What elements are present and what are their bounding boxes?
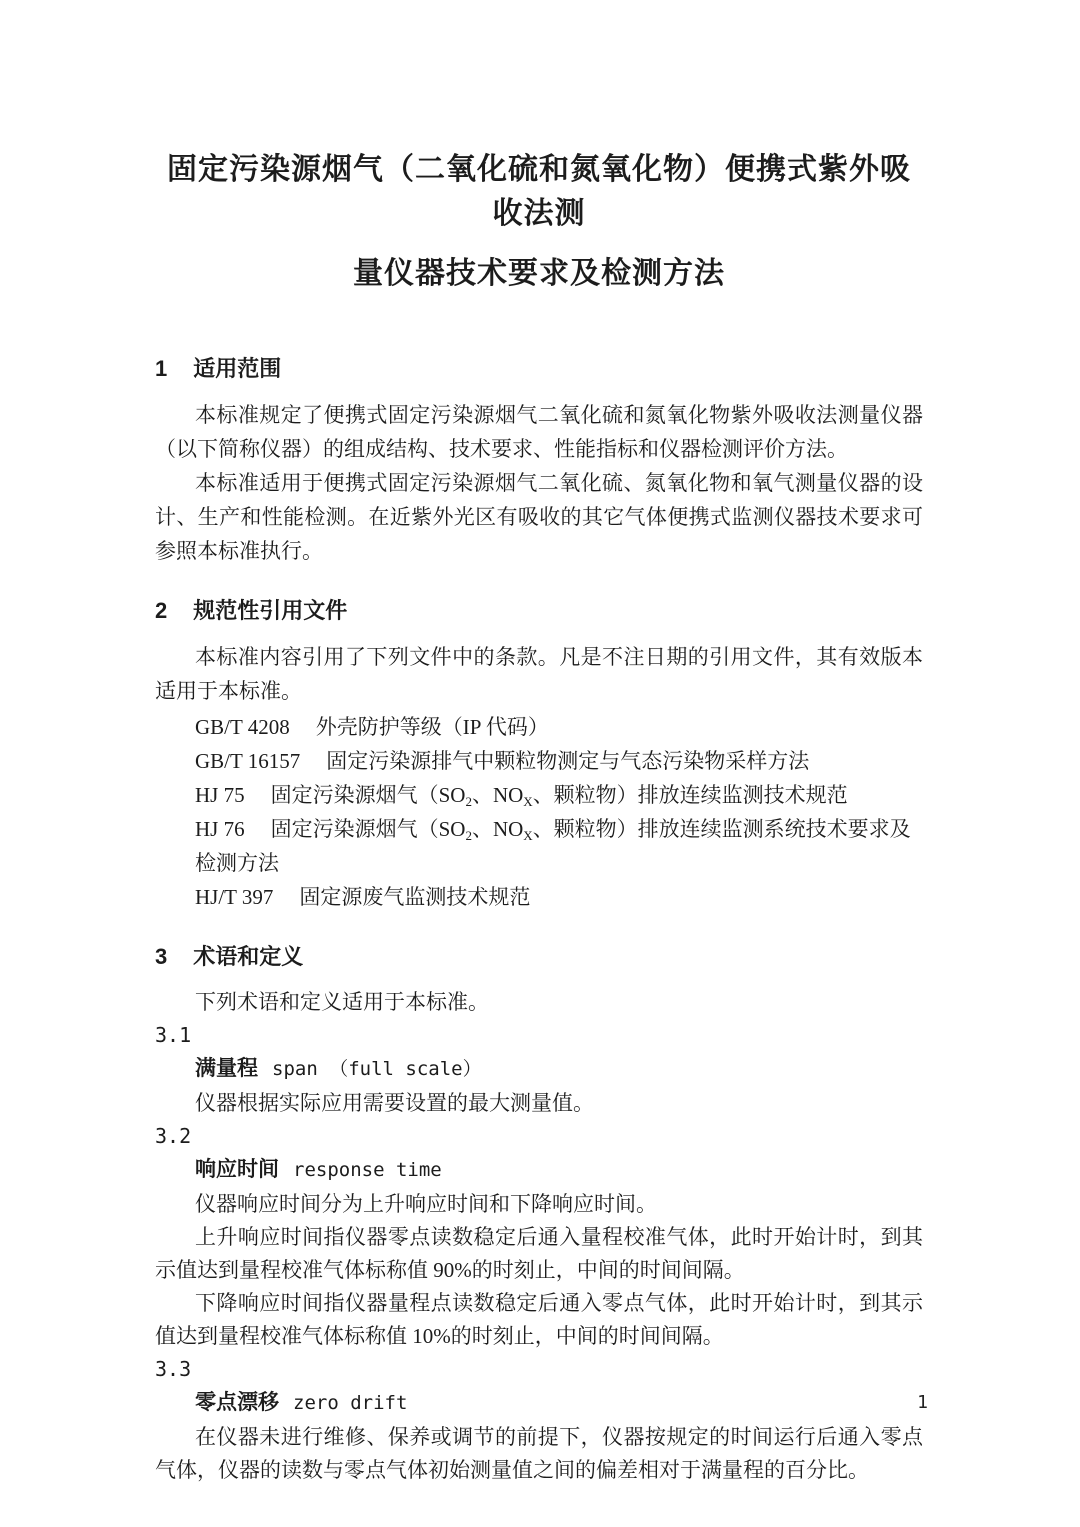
reference-code: HJ 76 bbox=[195, 817, 245, 841]
section-2-number: 2 bbox=[155, 598, 168, 623]
term-3-2-definition-1: 仪器响应时间分为上升响应时间和下降响应时间。 bbox=[195, 1192, 657, 1216]
term-3-3-title bbox=[195, 1386, 923, 1421]
reference-title: 固定污染源排气中颗粒物测定与气态污染物采样方法 bbox=[326, 749, 810, 773]
so2-subscript: 2 bbox=[465, 794, 472, 809]
term-3-2-number: 3.2 bbox=[155, 1124, 192, 1148]
section-3-number: 3 bbox=[155, 944, 168, 969]
nox-subscript: X bbox=[523, 794, 533, 809]
term-3-1-title bbox=[195, 1052, 923, 1087]
reference-list bbox=[155, 710, 923, 914]
document-title bbox=[155, 148, 923, 296]
document-title-line2: 量仪器技术要求及检测方法 bbox=[353, 257, 725, 290]
reference-item bbox=[195, 778, 923, 812]
term-3-2-definition-2: 上升响应时间指仪器零点读数稳定后通入量程校准气体，此时开始计时，到其示值达到量程校准气体标称值 90%的时刻止，中间的时间间隔。 bbox=[155, 1225, 923, 1282]
reference-title bbox=[195, 817, 911, 875]
term-3-1-cn: 满量程 bbox=[195, 1057, 258, 1080]
term-3-1-en: span （full scale） bbox=[272, 1058, 482, 1080]
section-3-title: 术语和定义 bbox=[193, 944, 304, 969]
term-3-1-number: 3.1 bbox=[155, 1023, 192, 1047]
section-2-paragraph-1: 本标准内容引用了下列文件中的条款。凡是不注日期的引用文件，其有效版本适用于本标准。 bbox=[155, 645, 923, 703]
section-1-title: 适用范围 bbox=[193, 356, 282, 381]
reference-title bbox=[271, 783, 848, 807]
section-2-title: 规范性引用文件 bbox=[193, 598, 348, 623]
reference-item bbox=[195, 744, 923, 778]
reference-code: GB/T 4208 bbox=[195, 715, 290, 739]
document-content bbox=[155, 0, 923, 1487]
reference-title-text: 、颗粒物）排放连续监测技术规范 bbox=[532, 783, 848, 807]
section-1-paragraph-2: 本标准适用于便携式固定污染源烟气二氧化硫、氮氧化物和氧气测量仪器的设计、生产和性能检测。在近紫外光区有吸收的其它气体便携式监测仪器技术要求可参照本标准执行。 bbox=[155, 471, 923, 563]
section-1-heading bbox=[155, 352, 923, 386]
reference-code: HJ 75 bbox=[195, 783, 245, 807]
reference-code: HJ/T 397 bbox=[195, 885, 274, 909]
section-3-intro: 下列术语和定义适用于本标准。 bbox=[195, 990, 489, 1014]
reference-title-text: 、NO bbox=[471, 783, 524, 807]
reference-item bbox=[195, 710, 923, 744]
section-3-heading bbox=[155, 940, 923, 974]
reference-title: 固定源废气监测技术规范 bbox=[299, 885, 531, 909]
reference-title-text: 、NO bbox=[471, 817, 524, 841]
reference-title-text: 、颗粒物）排放连续监测系统技术要求及检测方法 bbox=[195, 817, 911, 875]
nox-subscript: X bbox=[523, 828, 533, 843]
reference-item bbox=[195, 812, 923, 880]
so2-subscript: 2 bbox=[465, 828, 472, 843]
term-3-2-title bbox=[195, 1153, 923, 1188]
reference-item bbox=[195, 880, 923, 914]
document-title-line1: 固定污染源烟气（二氧化硫和氮氧化物）便携式紫外吸收法测 bbox=[167, 153, 911, 230]
term-3-3-cn: 零点漂移 bbox=[195, 1391, 279, 1414]
section-1-paragraph-1: 本标准规定了便携式固定污染源烟气二氧化硫和氮氧化物紫外吸收法测量仪器（以下简称仪器）的组成结构、技术要求、性能指标和仪器检测评价方法。 bbox=[155, 403, 923, 461]
reference-title: 外壳防护等级（IP 代码） bbox=[315, 715, 549, 739]
reference-title-text: 固定污染源烟气（SO bbox=[270, 817, 466, 841]
term-3-2-definition-3: 下降响应时间指仪器量程点读数稳定后通入零点气体，此时开始计时，到其示值达到量程校准气体标称值 10%的时刻止，中间的时间间隔。 bbox=[155, 1291, 923, 1348]
section-1-number: 1 bbox=[155, 356, 168, 381]
term-3-2-cn: 响应时间 bbox=[195, 1158, 279, 1181]
reference-code: GB/T 16157 bbox=[195, 749, 301, 773]
term-3-3-definition: 在仪器未进行维修、保养或调节的前提下，仪器按规定的时间运行后通入零点气体，仪器的读数与零点气体初始测量值之间的偏差相对于满量程的百分比。 bbox=[155, 1425, 923, 1482]
term-3-3-number: 3.3 bbox=[155, 1357, 192, 1381]
term-3-3-en: zero drift bbox=[293, 1392, 408, 1414]
term-3-1-definition: 仪器根据实际应用需要设置的最大测量值。 bbox=[195, 1091, 594, 1115]
section-2-heading bbox=[155, 594, 923, 628]
page-number: 1 bbox=[917, 1392, 928, 1413]
term-3-2-en: response time bbox=[293, 1159, 442, 1181]
reference-title-text: 固定污染源烟气（SO bbox=[270, 783, 466, 807]
